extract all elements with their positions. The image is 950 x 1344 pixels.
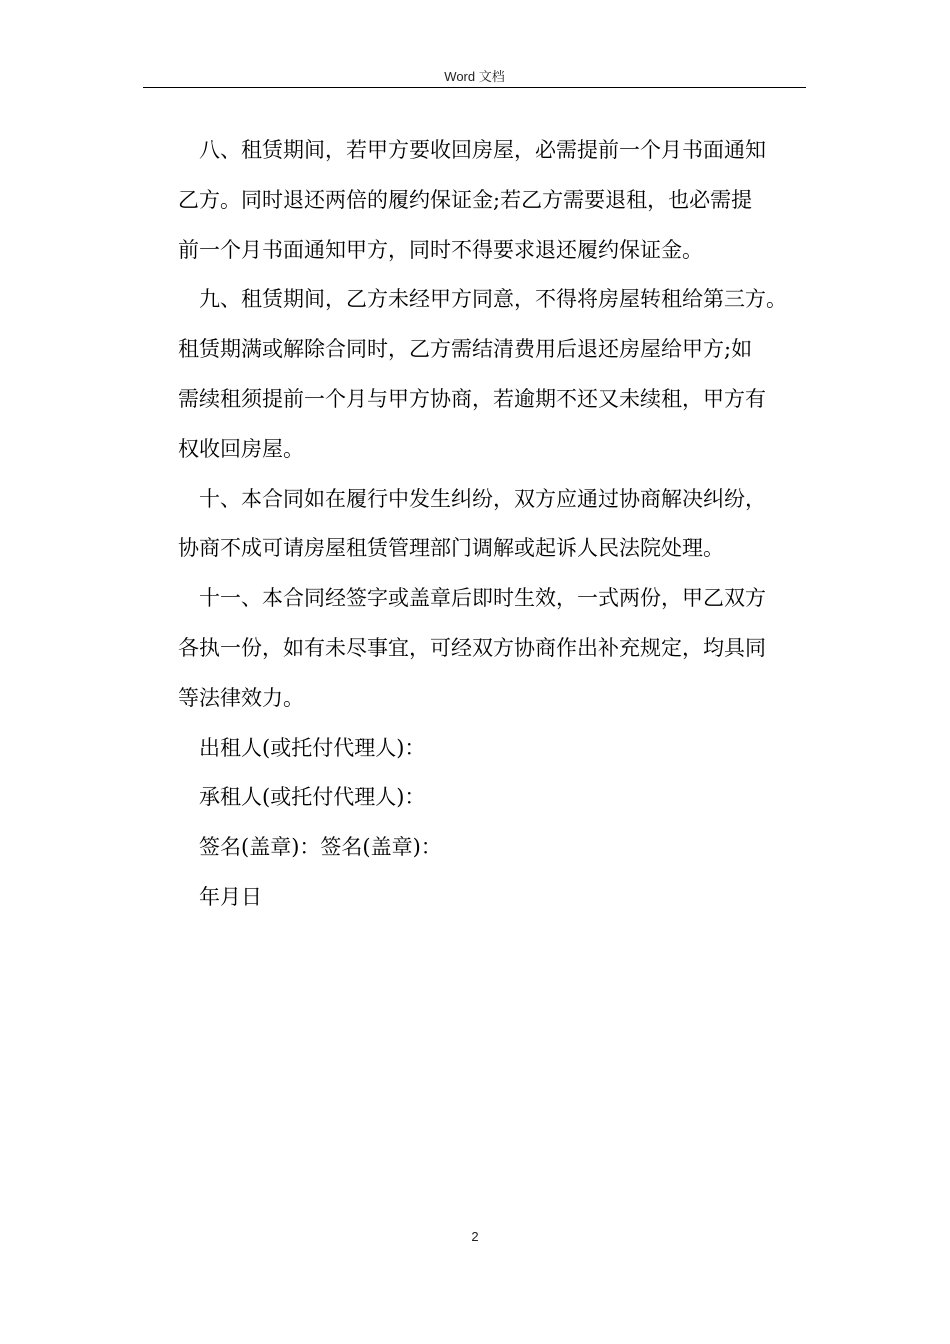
clause-10-line-2: 协商不成可请房屋租赁管理部门调解或起诉人民法院处理。	[178, 536, 724, 561]
clause-10-line-1: 十、本合同如在履行中发生纠纷，双方应通过协商解决纠纷，	[199, 486, 766, 511]
clause-9-line-4: 权收回房屋。	[178, 436, 304, 461]
clause-8-line-2: 乙方。同时退还两倍的履约保证金;若乙方需要退租，也必需提	[178, 187, 753, 212]
clause-11	[178, 574, 813, 723]
clause-11-line-1: 十一、本合同经签字或盖章后即时生效，一式两份，甲乙双方	[199, 586, 766, 611]
clause-9-line-2: 租赁期满或解除合同时，乙方需结清费用后退还房屋给甲方;如	[178, 337, 753, 362]
page-number: 2	[471, 1229, 479, 1244]
clause-11-line-2: 各执一份，如有未尽事宜，可经双方协商作出补充规定，均具同	[178, 635, 766, 660]
date-label: 年月日	[199, 884, 262, 909]
lessor-signature-label: 出租人(或托付代理人)：	[199, 735, 426, 760]
clause-8-line-1: 八、租赁期间，若甲方要收回房屋，必需提前一个月书面通知	[199, 138, 766, 162]
clause-8	[178, 126, 813, 275]
clause-9-line-3: 需续租须提前一个月与甲方协商，若逾期不还又未续租，甲方有	[178, 386, 766, 411]
lessee-signature-label: 承租人(或托付代理人)：	[199, 785, 426, 810]
clause-9	[178, 275, 813, 474]
document-body	[178, 126, 813, 923]
clause-8-line-3: 前一个月书面通知甲方，同时不得要求退还履约保证金。	[178, 237, 703, 262]
header-divider	[143, 87, 806, 88]
signature-seal-labels: 签名(盖章)：签名(盖章)：	[199, 835, 442, 860]
clause-10	[178, 475, 813, 575]
clause-9-line-1: 九、租赁期间，乙方未经甲方同意，不得将房屋转租给第三方。	[199, 287, 787, 312]
clause-11-line-3: 等法律效力。	[178, 685, 304, 710]
page-header: Word 文档	[444, 69, 505, 84]
